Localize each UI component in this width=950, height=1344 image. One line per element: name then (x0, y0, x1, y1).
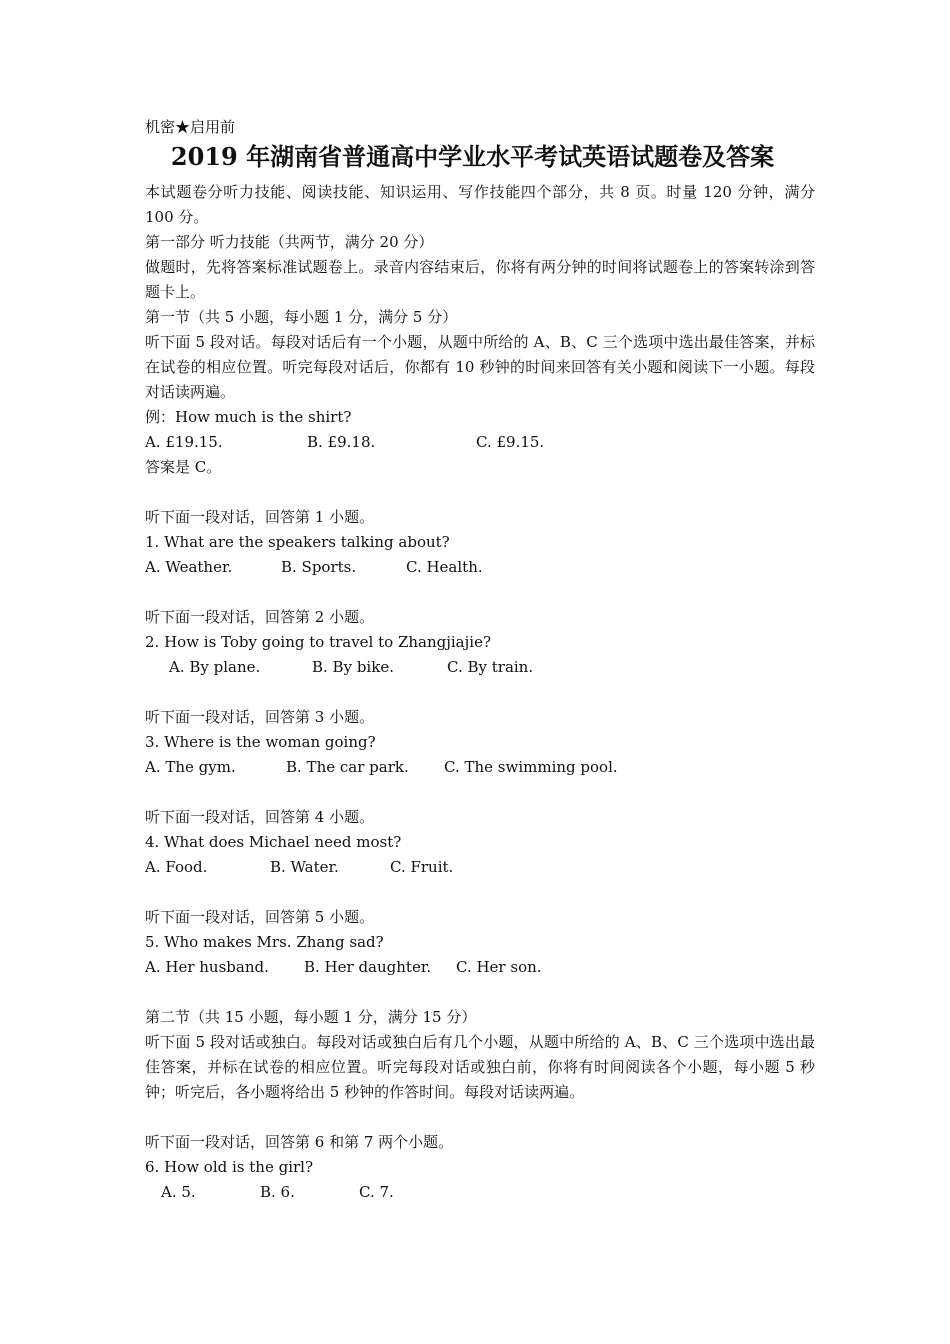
question-options (145, 1180, 815, 1205)
question-options (145, 555, 815, 580)
option-c: C. By train. (447, 658, 534, 676)
question-prompt: 听下面一段对话，回答第 3 小题。 (145, 708, 375, 726)
option-b: B. Water. (270, 858, 339, 876)
option-c: C. £9.15. (476, 433, 545, 451)
option-c: C. 7. (359, 1183, 394, 1201)
question-prompt: 听下面一段对话，回答第 1 小题。 (145, 508, 375, 526)
section1-instructions: 听下面 5 段对话。每段对话后有一个小题，从题中所给的 A、B、C 三个选项中选出最佳答案，并标在试卷的相应位置。听完每段对话后，你都有 10 秒钟的时间来回答有关小题和阅读下一小题。每段对话读两遍。 (145, 333, 815, 401)
exam-page (145, 114, 815, 1205)
section2-instructions: 听下面 5 段对话或独白。每段对话或独白后有几个小题，从题中所给的 A、B、C 三个选项中选出最佳答案，并标在试卷的相应位置。听完每段对话或独白前，你将有时间阅读各个小题，每小题 5 秒钟；听完后，各小题将给出 5 秒钟的作答时间。每段对话读两遍。 (145, 1033, 815, 1101)
option-b: B. £9.18. (307, 433, 376, 451)
question-options (145, 955, 815, 980)
intro-paragraph: 本试题卷分听力技能、阅读技能、知识运用、写作技能四个部分，共 8 页。时量 120 分钟，满分 100 分。 (145, 183, 815, 226)
question-prompt: 听下面一段对话，回答第 2 小题。 (145, 608, 375, 626)
section2-heading: 第二节（共 15 小题，每小题 1 分，满分 15 分） (145, 1008, 477, 1026)
question-options (145, 855, 815, 880)
option-a: A. Weather. (145, 558, 233, 576)
option-a: A. Food. (145, 858, 208, 876)
option-c: C. Her son. (456, 958, 542, 976)
option-c: C. Fruit. (390, 858, 454, 876)
example-options (145, 430, 815, 455)
page-title: 2019 年湖南省普通高中学业水平考试英语试题卷及答案 (170, 142, 775, 171)
question-options (145, 755, 815, 780)
section1-heading: 第一节（共 5 小题，每小题 1 分，满分 5 分） (145, 308, 458, 326)
question-text: 5. Who makes Mrs. Zhang sad? (145, 933, 384, 951)
part1-heading: 第一部分 听力技能（共两节，满分 20 分） (145, 233, 434, 251)
option-b: B. Sports. (281, 558, 357, 576)
option-b: B. 6. (260, 1183, 295, 1201)
option-b: B. Her daughter. (304, 958, 432, 976)
example-answer: 答案是 C。 (145, 458, 222, 476)
option-a: A. The gym. (145, 758, 236, 776)
question-prompt: 听下面一段对话，回答第 6 和第 7 两个小题。 (145, 1133, 454, 1151)
question-prompt: 听下面一段对话，回答第 4 小题。 (145, 808, 375, 826)
option-a: A. Her husband. (145, 958, 269, 976)
option-a: A. By plane. (169, 658, 261, 676)
option-a: A. £19.15. (145, 433, 223, 451)
question-text: 6. How old is the girl? (145, 1158, 314, 1176)
option-c: C. The swimming pool. (444, 758, 618, 776)
question-text: 2. How is Toby going to travel to Zhangjiajie? (145, 633, 491, 651)
question-text: 1. What are the speakers talking about? (145, 533, 450, 551)
question-prompt: 听下面一段对话，回答第 5 小题。 (145, 908, 375, 926)
question-text: 3. Where is the woman going? (145, 733, 376, 751)
confidential-label: 机密★启用前 (145, 118, 236, 136)
example-question: 例：How much is the shirt? (145, 408, 352, 426)
part1-instructions: 做题时，先将答案标准试题卷上。录音内容结束后，你将有两分钟的时间将试题卷上的答案转涂到答题卡上。 (145, 258, 815, 301)
option-b: B. By bike. (312, 658, 394, 676)
question-text: 4. What does Michael need most? (145, 833, 402, 851)
question-options (145, 655, 815, 680)
option-a: A. 5. (161, 1183, 196, 1201)
option-b: B. The car park. (286, 758, 409, 776)
option-c: C. Health. (406, 558, 483, 576)
